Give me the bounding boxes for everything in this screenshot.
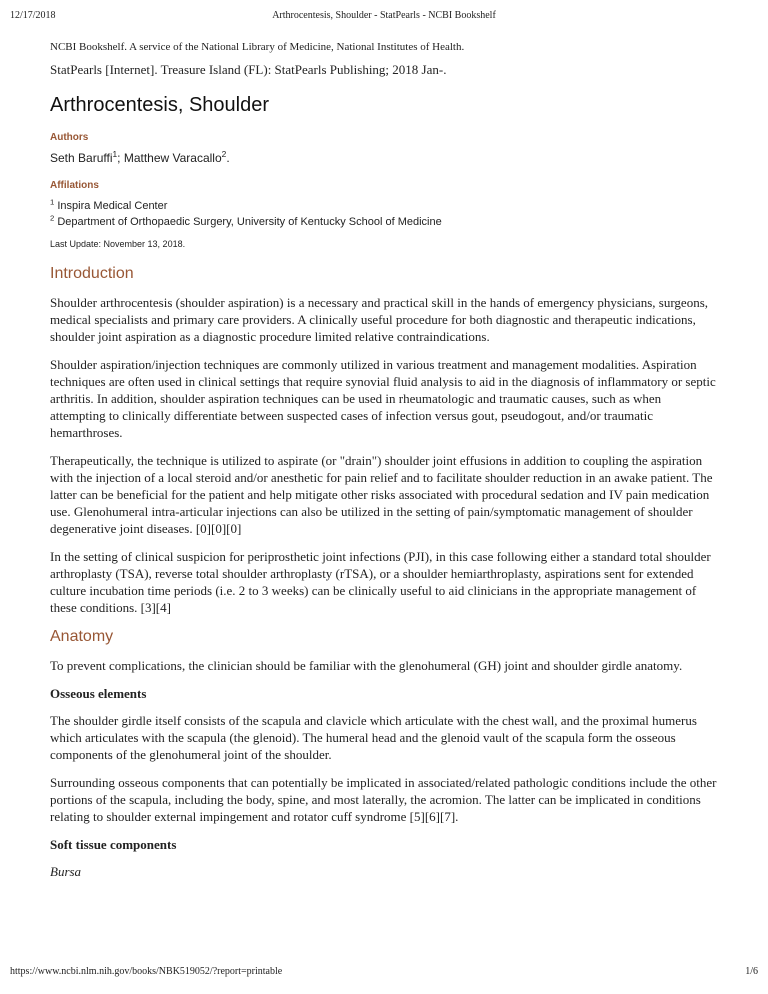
intro-paragraph-2: Shoulder aspiration/injection techniques are commonly utilized in various treatment and management modalities. Aspiration techniques are often used in clinical settings that require synovial fluid analysis to aid in the diagnosis of inflammatory or septic arthritis. In addition, shoulder aspiration techniques can be used in rheumatologic and traumatic causes, such as when attempting to clinically differentiate between suspected cases of infection versus gout, pseudogout, and/or traumatic hemarthroses. (50, 357, 716, 440)
page-number: 1/6 (745, 966, 758, 977)
affiliation-item (50, 214, 718, 230)
authors-end: . (226, 151, 230, 165)
affiliation-text: Inspira Medical Center (57, 200, 168, 212)
affiliations-label: Affilations (50, 180, 99, 191)
article (50, 40, 718, 880)
section-heading-anatomy: Anatomy (50, 628, 114, 645)
page-title: Arthrocentesis, Shoulder (50, 94, 270, 116)
subheading-bursa: Bursa (50, 864, 82, 879)
authors-line (50, 150, 718, 166)
print-header (0, 10, 768, 24)
authors-label: Authors (50, 132, 89, 143)
intro-paragraph-4: In the setting of clinical suspicion for periprosthetic joint infections (PJI), in this case following either a standard total shoulder arthroplasty (TSA), reverse total shoulder arthroplasty (rTSA), or a shoulder hemiarthroplasty, aspirations sent for extended culture incubation time periods (i.e. 2 to 3 weeks) can be clinically useful to aid clinicians in the appropriate management of these conditions. [3][4] (50, 549, 711, 615)
print-title: Arthrocentesis, Shoulder - StatPearls - NCBI Bookshelf (272, 10, 496, 21)
last-update: Last Update: November 13, 2018. (50, 239, 186, 249)
author-2: Matthew Varacallo (123, 151, 222, 165)
anatomy-paragraph-1: To prevent complications, the clinician should be familiar with the glenohumeral (GH) joint and shoulder girdle anatomy. (50, 658, 683, 673)
section-heading-introduction: Introduction (50, 265, 134, 282)
author-separator: ; (117, 151, 124, 165)
affiliation-text: Department of Orthopaedic Surgery, University of Kentucky School of Medicine (57, 216, 442, 228)
subheading-osseous-elements: Osseous elements (50, 686, 147, 701)
author-1: Seth Baruffi (50, 151, 113, 165)
print-url: https://www.ncbi.nlm.nih.gov/books/NBK519052/?report=printable (10, 966, 283, 977)
intro-paragraph-3: Therapeutically, the technique is utilized to aspirate (or "drain") shoulder joint effusions in addition to coupling the aspiration with the injection of a local steroid and/or anesthetic for pain relief and to facilitate shoulder reduction in an awake patient. The latter can be beneficial for the patient and help mitigate other risks associated with procedural sedation and IV pain medication use. Glenohumeral intra-articular injections can also be utilized in the setting of pain/symptomatic management of shoulder degenerative joint diseases. [0][0][0] (50, 453, 713, 536)
subheading-soft-tissue: Soft tissue components (50, 837, 177, 852)
print-date: 12/17/2018 (10, 10, 56, 21)
affiliation-number: 1 (50, 197, 55, 207)
citation: StatPearls [Internet]. Treasure Island (FL): StatPearls Publishing; 2018 Jan-. (50, 62, 447, 77)
anatomy-paragraph-3: Surrounding osseous components that can potentially be implicated in associated/related pathologic conditions include the other portions of the scapula, including the body, spine, and most laterally, the acromion. The latter can be implicated in conditions relating to shoulder external impingement and rotator cuff syndrome [5][6][7]. (50, 775, 717, 824)
affiliation-item (50, 198, 718, 214)
print-footer (0, 966, 768, 980)
author-2-affil-ref: 2 (221, 149, 227, 159)
intro-paragraph-1: Shoulder arthrocentesis (shoulder aspiration) is a necessary and practical skill in the hands of emergency physicians, surgeons, medical specialists and primary care providers. A clinically useful procedure for both diagnostic and therapeutic indications, shoulder joint aspiration as a diagnostic procedure limited relative contraindications. (50, 295, 709, 344)
affiliation-number: 2 (50, 213, 55, 223)
affiliations-list (50, 198, 718, 230)
author-1-affil-ref: 1 (112, 149, 118, 159)
anatomy-paragraph-2: The shoulder girdle itself consists of the scapula and clavicle which articulate with the chest wall, and the proximal humerus which articulates with the scapula (the glenoid). The humeral head and the glenoid vault of the scapula form the osseous components of the glenohumeral joint of the shoulder. (50, 713, 697, 762)
bookshelf-note: NCBI Bookshelf. A service of the National Library of Medicine, National Institutes of Health. (50, 41, 465, 53)
